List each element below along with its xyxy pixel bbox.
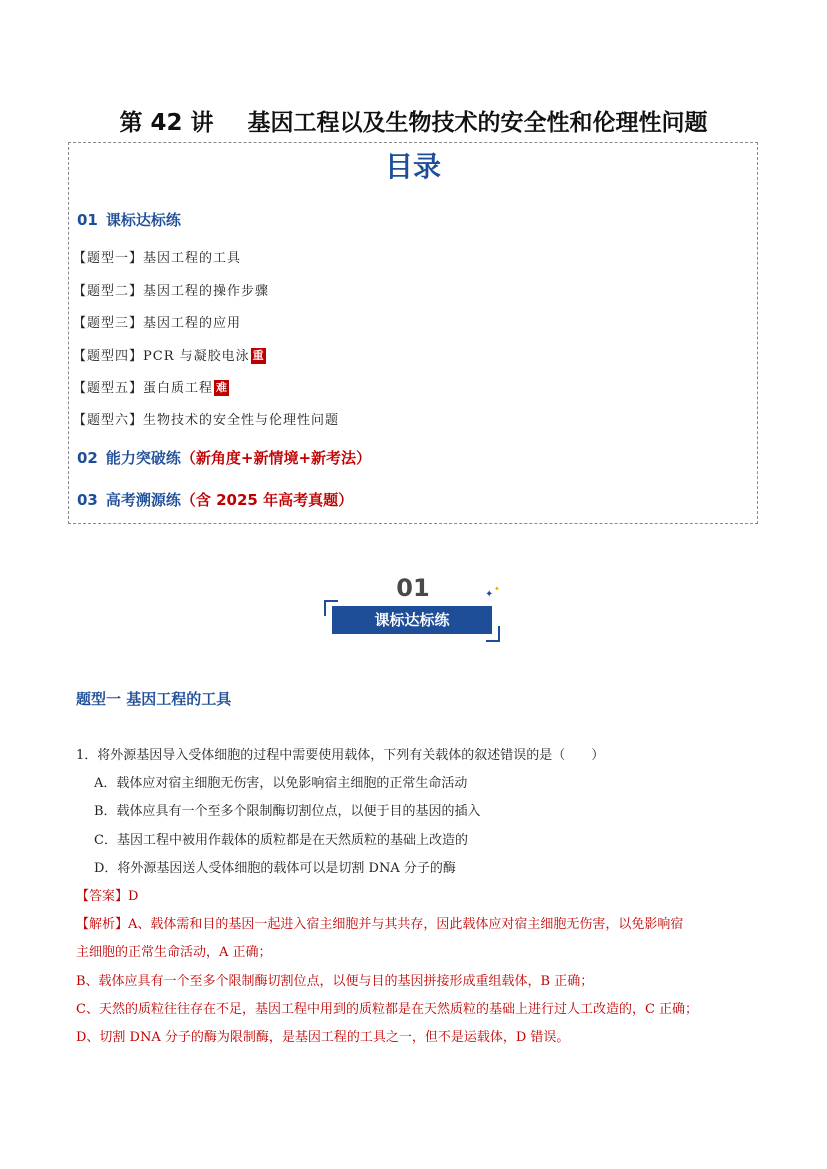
toc-item-3[interactable] bbox=[73, 312, 241, 331]
analysis-line: 【解析】A、载体需和目的基因一起进入宿主细胞并与其共存，因此载体应对宿主细胞无伤害，以免影响宿 bbox=[76, 917, 684, 932]
page-title bbox=[0, 104, 827, 137]
toc-section-3-label: 高考溯源练 bbox=[105, 491, 181, 509]
option-a: A．载体应对宿主细胞无伤害，以免影响宿主细胞的正常生命活动 bbox=[94, 776, 468, 791]
toc-section-3-suffix: （含 2025 年高考真题） bbox=[180, 491, 354, 509]
toc-item-label: 【题型三】基因工程的应用 bbox=[73, 316, 242, 331]
toc-item-label: 【题型五】蛋白质工程 bbox=[73, 381, 214, 396]
toc-section-2-suffix: （新角度+新情境+新考法） bbox=[180, 449, 372, 467]
option-c: C．基因工程中被用作载体的质粒都是在天然质粒的基础上改造的 bbox=[94, 833, 468, 848]
toc-section-1-num: 01 bbox=[77, 211, 98, 229]
toc-section-3[interactable] bbox=[77, 489, 353, 510]
key-point-badge: 重 bbox=[252, 349, 264, 362]
sparkle-icon: ✦ bbox=[485, 589, 494, 600]
lecture-topic: 基因工程以及生物技术的安全性和伦理性问题 bbox=[247, 110, 708, 136]
toc-section-2[interactable] bbox=[77, 447, 371, 468]
toc-item-6[interactable] bbox=[73, 409, 339, 428]
toc-section-2-label: 能力突破练 bbox=[105, 449, 181, 467]
toc-section-2-num: 02 bbox=[77, 449, 98, 467]
toc-heading: 目录 bbox=[384, 150, 441, 183]
toc-item-label: 【题型二】基因工程的操作步骤 bbox=[73, 284, 270, 299]
analysis-line: D、切割 DNA 分子的酶为限制酶，是基因工程的工具之一，但不是运载体，D 错误。 bbox=[76, 1030, 570, 1045]
toc-item-4[interactable] bbox=[73, 345, 266, 364]
toc-item-1[interactable] bbox=[73, 247, 241, 266]
section-badge-label: 课标达标练 bbox=[332, 606, 492, 634]
analysis-line: 主细胞的正常生命活动，A 正确； bbox=[76, 945, 272, 960]
answer: 【答案】D bbox=[76, 889, 139, 904]
section-badge bbox=[322, 574, 504, 644]
toc-item-5[interactable] bbox=[73, 377, 229, 396]
question-type-heading: 题型一 基因工程的工具 bbox=[76, 690, 232, 708]
analysis-line: B、载体应具有一个至多个限制酶切割位点，以便与目的基因拼接形成重组载体，B 正确； bbox=[76, 974, 594, 989]
question-stem: 1．将外源基因导入受体细胞的过程中需要使用载体，下列有关载体的叙述错误的是（ ） bbox=[76, 748, 605, 763]
toc-section-1[interactable] bbox=[77, 209, 181, 230]
section-badge-number: 01 bbox=[396, 574, 430, 602]
toc-section-3-num: 03 bbox=[77, 491, 98, 509]
toc-section-1-label: 课标达标练 bbox=[105, 211, 181, 229]
toc-item-2[interactable] bbox=[73, 280, 269, 299]
table-of-contents bbox=[68, 142, 758, 524]
toc-item-label: 【题型四】PCR 与凝胶电泳 bbox=[73, 349, 250, 364]
option-b: B．载体应具有一个至多个限制酶切割位点，以便于目的基因的插入 bbox=[94, 804, 481, 819]
toc-item-label: 【题型六】生物技术的安全性与伦理性问题 bbox=[73, 413, 340, 428]
toc-item-label: 【题型一】基因工程的工具 bbox=[73, 251, 242, 266]
bracket-corner-icon bbox=[486, 626, 500, 642]
analysis-line: C、天然的质粒往往存在不足，基因工程中用到的质粒都是在天然质粒的基础上进行过人工改造的，C 正确； bbox=[76, 1002, 699, 1017]
difficult-badge: 难 bbox=[216, 381, 228, 394]
sparkle-icon: ✦ bbox=[494, 585, 500, 593]
option-d: D．将外源基因送人受体细胞的载体可以是切割 DNA 分子的酶 bbox=[94, 861, 456, 876]
lecture-number: 第 42 讲 bbox=[119, 110, 214, 136]
